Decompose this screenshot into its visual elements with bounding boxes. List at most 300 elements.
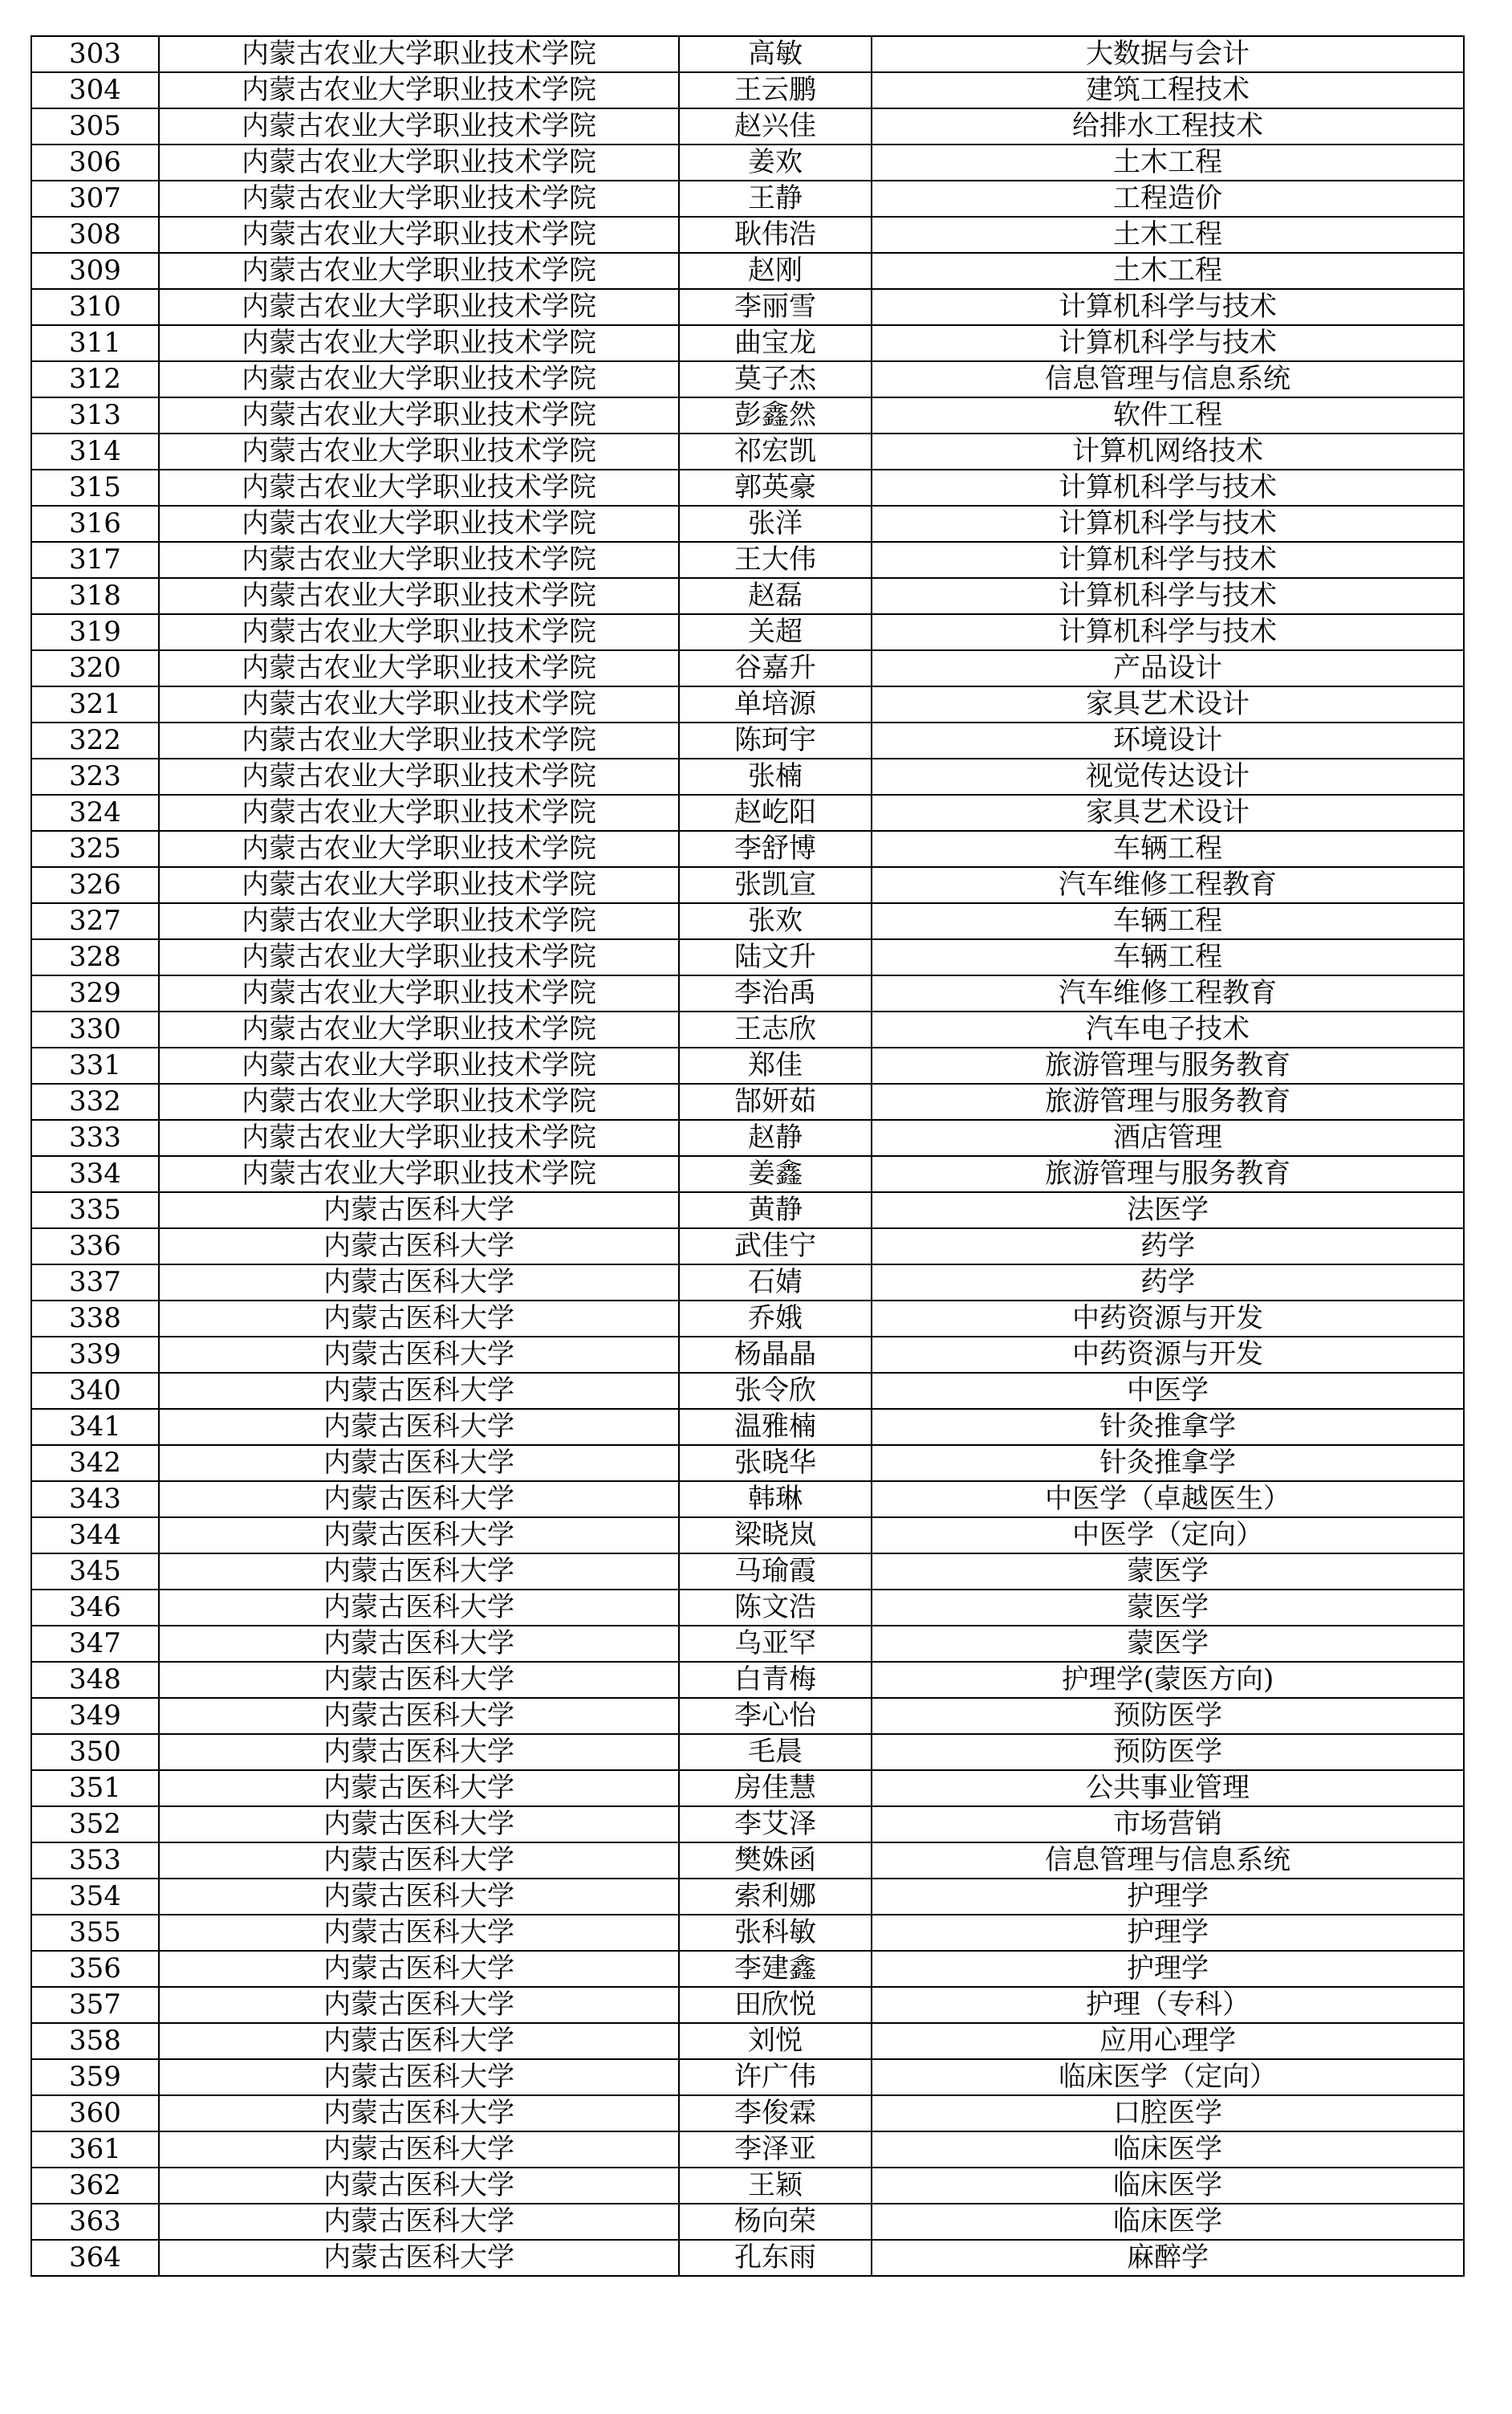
row-number-cell: 333 <box>31 1120 159 1156</box>
school-cell: 内蒙古农业大学职业技术学院 <box>159 903 679 939</box>
major-cell: 中药资源与开发 <box>872 1337 1464 1373</box>
table-row <box>31 578 1464 614</box>
major-cell: 法医学 <box>872 1192 1464 1228</box>
school-cell: 内蒙古农业大学职业技术学院 <box>159 72 679 108</box>
school-cell: 内蒙古农业大学职业技术学院 <box>159 289 679 325</box>
major-cell: 临床医学 <box>872 2131 1464 2168</box>
major-cell: 视觉传达设计 <box>872 759 1464 795</box>
major-cell: 药学 <box>872 1228 1464 1264</box>
school-cell: 内蒙古农业大学职业技术学院 <box>159 831 679 867</box>
table-row <box>31 1084 1464 1120</box>
major-cell: 给排水工程技术 <box>872 108 1464 145</box>
row-number-cell: 336 <box>31 1228 159 1264</box>
row-number-cell: 358 <box>31 2023 159 2059</box>
table-row <box>31 1012 1464 1048</box>
table-row <box>31 1915 1464 1951</box>
table-row <box>31 903 1464 939</box>
school-cell: 内蒙古农业大学职业技术学院 <box>159 253 679 289</box>
student-name-cell: 赵屹阳 <box>679 795 872 831</box>
row-number-cell: 322 <box>31 723 159 759</box>
row-number-cell: 364 <box>31 2240 159 2276</box>
student-name-cell: 王静 <box>679 181 872 217</box>
table-row <box>31 1120 1464 1156</box>
student-name-cell: 房佳慧 <box>679 1770 872 1806</box>
student-name-cell: 张欢 <box>679 903 872 939</box>
major-cell: 车辆工程 <box>872 831 1464 867</box>
school-cell: 内蒙古农业大学职业技术学院 <box>159 36 679 72</box>
school-cell: 内蒙古医科大学 <box>159 1662 679 1698</box>
table-row <box>31 650 1464 686</box>
school-cell: 内蒙古农业大学职业技术学院 <box>159 145 679 181</box>
major-cell: 药学 <box>872 1264 1464 1301</box>
student-name-cell: 赵磊 <box>679 578 872 614</box>
major-cell: 计算机科学与技术 <box>872 578 1464 614</box>
student-name-cell: 刘悦 <box>679 2023 872 2059</box>
table-row <box>31 325 1464 361</box>
school-cell: 内蒙古农业大学职业技术学院 <box>159 650 679 686</box>
table-row <box>31 361 1464 397</box>
table-row <box>31 2131 1464 2168</box>
student-name-cell: 马瑜霞 <box>679 1553 872 1590</box>
major-cell: 护理学(蒙医方向) <box>872 1662 1464 1698</box>
student-name-cell: 乔娥 <box>679 1301 872 1337</box>
student-name-cell: 李艾泽 <box>679 1806 872 1842</box>
student-name-cell: 李俊霖 <box>679 2095 872 2131</box>
row-number-cell: 332 <box>31 1084 159 1120</box>
major-cell: 蒙医学 <box>872 1590 1464 1626</box>
table-row <box>31 1879 1464 1915</box>
major-cell: 蒙医学 <box>872 1553 1464 1590</box>
row-number-cell: 360 <box>31 2095 159 2131</box>
school-cell: 内蒙古农业大学职业技术学院 <box>159 578 679 614</box>
row-number-cell: 314 <box>31 434 159 470</box>
student-name-cell: 姜鑫 <box>679 1156 872 1192</box>
school-cell: 内蒙古农业大学职业技术学院 <box>159 470 679 506</box>
student-name-cell: 单培源 <box>679 686 872 723</box>
table-row <box>31 1698 1464 1734</box>
table-row <box>31 1264 1464 1301</box>
student-name-cell: 赵静 <box>679 1120 872 1156</box>
major-cell: 临床医学（定向） <box>872 2059 1464 2095</box>
major-cell: 土木工程 <box>872 145 1464 181</box>
major-cell: 麻醉学 <box>872 2240 1464 2276</box>
major-cell: 护理学 <box>872 1879 1464 1915</box>
school-cell: 内蒙古农业大学职业技术学院 <box>159 1048 679 1084</box>
row-number-cell: 323 <box>31 759 159 795</box>
table-row <box>31 1987 1464 2023</box>
school-cell: 内蒙古医科大学 <box>159 2240 679 2276</box>
school-cell: 内蒙古农业大学职业技术学院 <box>159 867 679 903</box>
table-row <box>31 1951 1464 1987</box>
table-row <box>31 253 1464 289</box>
student-name-cell: 张楠 <box>679 759 872 795</box>
student-name-cell: 李丽雪 <box>679 289 872 325</box>
row-number-cell: 337 <box>31 1264 159 1301</box>
row-number-cell: 335 <box>31 1192 159 1228</box>
row-number-cell: 317 <box>31 542 159 578</box>
major-cell: 中医学（卓越医生） <box>872 1481 1464 1517</box>
school-cell: 内蒙古医科大学 <box>159 1770 679 1806</box>
row-number-cell: 357 <box>31 1987 159 2023</box>
school-cell: 内蒙古医科大学 <box>159 1951 679 1987</box>
student-name-cell: 张晓华 <box>679 1445 872 1481</box>
student-name-cell: 黄静 <box>679 1192 872 1228</box>
row-number-cell: 353 <box>31 1842 159 1879</box>
student-name-cell: 郭英豪 <box>679 470 872 506</box>
major-cell: 应用心理学 <box>872 2023 1464 2059</box>
school-cell: 内蒙古农业大学职业技术学院 <box>159 975 679 1012</box>
row-number-cell: 321 <box>31 686 159 723</box>
row-number-cell: 311 <box>31 325 159 361</box>
student-name-cell: 毛晨 <box>679 1734 872 1770</box>
row-number-cell: 315 <box>31 470 159 506</box>
row-number-cell: 341 <box>31 1409 159 1445</box>
student-name-cell: 武佳宁 <box>679 1228 872 1264</box>
school-cell: 内蒙古农业大学职业技术学院 <box>159 397 679 434</box>
table-row <box>31 1301 1464 1337</box>
student-list-table <box>30 35 1465 2277</box>
table-row <box>31 1770 1464 1806</box>
student-name-cell: 耿伟浩 <box>679 217 872 253</box>
school-cell: 内蒙古医科大学 <box>159 2204 679 2240</box>
school-cell: 内蒙古医科大学 <box>159 1301 679 1337</box>
major-cell: 预防医学 <box>872 1698 1464 1734</box>
row-number-cell: 351 <box>31 1770 159 1806</box>
student-name-cell: 韩琳 <box>679 1481 872 1517</box>
major-cell: 旅游管理与服务教育 <box>872 1084 1464 1120</box>
row-number-cell: 359 <box>31 2059 159 2095</box>
school-cell: 内蒙古农业大学职业技术学院 <box>159 759 679 795</box>
student-name-cell: 王志欣 <box>679 1012 872 1048</box>
major-cell: 信息管理与信息系统 <box>872 1842 1464 1879</box>
major-cell: 酒店管理 <box>872 1120 1464 1156</box>
major-cell: 软件工程 <box>872 397 1464 434</box>
row-number-cell: 304 <box>31 72 159 108</box>
row-number-cell: 331 <box>31 1048 159 1084</box>
table-row <box>31 145 1464 181</box>
table-row <box>31 1590 1464 1626</box>
major-cell: 车辆工程 <box>872 939 1464 975</box>
major-cell: 中医学（定向） <box>872 1517 1464 1553</box>
row-number-cell: 325 <box>31 831 159 867</box>
student-name-cell: 梁晓岚 <box>679 1517 872 1553</box>
school-cell: 内蒙古医科大学 <box>159 1626 679 1662</box>
school-cell: 内蒙古农业大学职业技术学院 <box>159 1084 679 1120</box>
row-number-cell: 305 <box>31 108 159 145</box>
table-row <box>31 1445 1464 1481</box>
row-number-cell: 326 <box>31 867 159 903</box>
table-row <box>31 2023 1464 2059</box>
major-cell: 土木工程 <box>872 253 1464 289</box>
student-name-cell: 杨向荣 <box>679 2204 872 2240</box>
student-name-cell: 赵刚 <box>679 253 872 289</box>
major-cell: 汽车电子技术 <box>872 1012 1464 1048</box>
school-cell: 内蒙古农业大学职业技术学院 <box>159 361 679 397</box>
major-cell: 计算机科学与技术 <box>872 289 1464 325</box>
table-row <box>31 289 1464 325</box>
school-cell: 内蒙古医科大学 <box>159 2023 679 2059</box>
major-cell: 家具艺术设计 <box>872 686 1464 723</box>
student-name-cell: 王颖 <box>679 2168 872 2204</box>
school-cell: 内蒙古医科大学 <box>159 1590 679 1626</box>
school-cell: 内蒙古农业大学职业技术学院 <box>159 939 679 975</box>
table-row <box>31 506 1464 542</box>
school-cell: 内蒙古医科大学 <box>159 2168 679 2204</box>
student-name-cell: 白青梅 <box>679 1662 872 1698</box>
table-row <box>31 72 1464 108</box>
table-row <box>31 2204 1464 2240</box>
major-cell: 计算机网络技术 <box>872 434 1464 470</box>
table-row <box>31 1481 1464 1517</box>
table-row <box>31 759 1464 795</box>
row-number-cell: 356 <box>31 1951 159 1987</box>
row-number-cell: 316 <box>31 506 159 542</box>
student-name-cell: 杨晶晶 <box>679 1337 872 1373</box>
row-number-cell: 362 <box>31 2168 159 2204</box>
school-cell: 内蒙古农业大学职业技术学院 <box>159 614 679 650</box>
table-row <box>31 1806 1464 1842</box>
school-cell: 内蒙古医科大学 <box>159 2131 679 2168</box>
student-name-cell: 李建鑫 <box>679 1951 872 1987</box>
school-cell: 内蒙古农业大学职业技术学院 <box>159 217 679 253</box>
student-name-cell: 郜妍茹 <box>679 1084 872 1120</box>
student-name-cell: 张令欣 <box>679 1373 872 1409</box>
row-number-cell: 334 <box>31 1156 159 1192</box>
table-row <box>31 2168 1464 2204</box>
major-cell: 环境设计 <box>872 723 1464 759</box>
major-cell: 旅游管理与服务教育 <box>872 1048 1464 1084</box>
student-name-cell: 索利娜 <box>679 1879 872 1915</box>
school-cell: 内蒙古医科大学 <box>159 1409 679 1445</box>
table-row <box>31 2059 1464 2095</box>
school-cell: 内蒙古医科大学 <box>159 1445 679 1481</box>
major-cell: 中医学 <box>872 1373 1464 1409</box>
row-number-cell: 324 <box>31 795 159 831</box>
row-number-cell: 348 <box>31 1662 159 1698</box>
student-name-cell: 石婧 <box>679 1264 872 1301</box>
student-name-cell: 李心怡 <box>679 1698 872 1734</box>
major-cell: 针灸推拿学 <box>872 1409 1464 1445</box>
major-cell: 市场营销 <box>872 1806 1464 1842</box>
student-name-cell: 乌亚罕 <box>679 1626 872 1662</box>
row-number-cell: 342 <box>31 1445 159 1481</box>
student-name-cell: 陆文升 <box>679 939 872 975</box>
school-cell: 内蒙古医科大学 <box>159 1915 679 1951</box>
major-cell: 计算机科学与技术 <box>872 325 1464 361</box>
student-name-cell: 曲宝龙 <box>679 325 872 361</box>
table-row <box>31 1228 1464 1264</box>
row-number-cell: 309 <box>31 253 159 289</box>
school-cell: 内蒙古医科大学 <box>159 1698 679 1734</box>
row-number-cell: 320 <box>31 650 159 686</box>
row-number-cell: 303 <box>31 36 159 72</box>
table-row <box>31 217 1464 253</box>
school-cell: 内蒙古农业大学职业技术学院 <box>159 1120 679 1156</box>
major-cell: 护理（专科） <box>872 1987 1464 2023</box>
school-cell: 内蒙古医科大学 <box>159 1517 679 1553</box>
table-row <box>31 1553 1464 1590</box>
table-row <box>31 1662 1464 1698</box>
school-cell: 内蒙古农业大学职业技术学院 <box>159 325 679 361</box>
student-name-cell: 谷嘉升 <box>679 650 872 686</box>
row-number-cell: 349 <box>31 1698 159 1734</box>
major-cell: 汽车维修工程教育 <box>872 867 1464 903</box>
school-cell: 内蒙古医科大学 <box>159 1842 679 1879</box>
row-number-cell: 313 <box>31 397 159 434</box>
table-row <box>31 723 1464 759</box>
school-cell: 内蒙古医科大学 <box>159 1337 679 1373</box>
student-name-cell: 张洋 <box>679 506 872 542</box>
school-cell: 内蒙古农业大学职业技术学院 <box>159 1012 679 1048</box>
school-cell: 内蒙古医科大学 <box>159 2059 679 2095</box>
student-name-cell: 孔东雨 <box>679 2240 872 2276</box>
row-number-cell: 330 <box>31 1012 159 1048</box>
row-number-cell: 344 <box>31 1517 159 1553</box>
major-cell: 针灸推拿学 <box>872 1445 1464 1481</box>
table-row <box>31 1192 1464 1228</box>
row-number-cell: 350 <box>31 1734 159 1770</box>
major-cell: 家具艺术设计 <box>872 795 1464 831</box>
major-cell: 大数据与会计 <box>872 36 1464 72</box>
student-name-cell: 姜欢 <box>679 145 872 181</box>
school-cell: 内蒙古医科大学 <box>159 2095 679 2131</box>
major-cell: 计算机科学与技术 <box>872 470 1464 506</box>
major-cell: 计算机科学与技术 <box>872 506 1464 542</box>
school-cell: 内蒙古医科大学 <box>159 1734 679 1770</box>
table-body <box>31 36 1464 2276</box>
school-cell: 内蒙古医科大学 <box>159 1481 679 1517</box>
table-row <box>31 397 1464 434</box>
student-name-cell: 王大伟 <box>679 542 872 578</box>
school-cell: 内蒙古农业大学职业技术学院 <box>159 542 679 578</box>
table-row <box>31 939 1464 975</box>
student-name-cell: 李泽亚 <box>679 2131 872 2168</box>
row-number-cell: 328 <box>31 939 159 975</box>
table-row <box>31 1409 1464 1445</box>
school-cell: 内蒙古农业大学职业技术学院 <box>159 1156 679 1192</box>
school-cell: 内蒙古农业大学职业技术学院 <box>159 506 679 542</box>
table-row <box>31 2095 1464 2131</box>
student-name-cell: 陈文浩 <box>679 1590 872 1626</box>
student-name-cell: 田欣悦 <box>679 1987 872 2023</box>
table-row <box>31 831 1464 867</box>
table-row <box>31 2240 1464 2276</box>
table-row <box>31 1048 1464 1084</box>
major-cell: 产品设计 <box>872 650 1464 686</box>
row-number-cell: 347 <box>31 1626 159 1662</box>
student-name-cell: 李舒博 <box>679 831 872 867</box>
major-cell: 临床医学 <box>872 2204 1464 2240</box>
school-cell: 内蒙古医科大学 <box>159 1879 679 1915</box>
table-row <box>31 470 1464 506</box>
major-cell: 信息管理与信息系统 <box>872 361 1464 397</box>
student-name-cell: 张凯宣 <box>679 867 872 903</box>
table-row <box>31 1517 1464 1553</box>
major-cell: 公共事业管理 <box>872 1770 1464 1806</box>
table-row <box>31 181 1464 217</box>
major-cell: 护理学 <box>872 1915 1464 1951</box>
row-number-cell: 310 <box>31 289 159 325</box>
table-row <box>31 36 1464 72</box>
row-number-cell: 338 <box>31 1301 159 1337</box>
row-number-cell: 327 <box>31 903 159 939</box>
table-row <box>31 1734 1464 1770</box>
row-number-cell: 346 <box>31 1590 159 1626</box>
student-name-cell: 高敏 <box>679 36 872 72</box>
major-cell: 临床医学 <box>872 2168 1464 2204</box>
school-cell: 内蒙古农业大学职业技术学院 <box>159 795 679 831</box>
school-cell: 内蒙古医科大学 <box>159 1264 679 1301</box>
student-name-cell: 莫子杰 <box>679 361 872 397</box>
row-number-cell: 352 <box>31 1806 159 1842</box>
row-number-cell: 355 <box>31 1915 159 1951</box>
row-number-cell: 361 <box>31 2131 159 2168</box>
school-cell: 内蒙古农业大学职业技术学院 <box>159 434 679 470</box>
major-cell: 土木工程 <box>872 217 1464 253</box>
student-name-cell: 赵兴佳 <box>679 108 872 145</box>
student-name-cell: 郑佳 <box>679 1048 872 1084</box>
row-number-cell: 343 <box>31 1481 159 1517</box>
school-cell: 内蒙古农业大学职业技术学院 <box>159 108 679 145</box>
student-name-cell: 王云鹏 <box>679 72 872 108</box>
table-row <box>31 1373 1464 1409</box>
row-number-cell: 312 <box>31 361 159 397</box>
row-number-cell: 318 <box>31 578 159 614</box>
table-row <box>31 614 1464 650</box>
row-number-cell: 329 <box>31 975 159 1012</box>
school-cell: 内蒙古医科大学 <box>159 1987 679 2023</box>
row-number-cell: 339 <box>31 1337 159 1373</box>
student-name-cell: 许广伟 <box>679 2059 872 2095</box>
student-name-cell: 祁宏凯 <box>679 434 872 470</box>
row-number-cell: 319 <box>31 614 159 650</box>
student-name-cell: 陈珂宇 <box>679 723 872 759</box>
major-cell: 建筑工程技术 <box>872 72 1464 108</box>
row-number-cell: 345 <box>31 1553 159 1590</box>
table-row <box>31 1842 1464 1879</box>
major-cell: 预防医学 <box>872 1734 1464 1770</box>
row-number-cell: 308 <box>31 217 159 253</box>
table-row <box>31 108 1464 145</box>
major-cell: 汽车维修工程教育 <box>872 975 1464 1012</box>
major-cell: 口腔医学 <box>872 2095 1464 2131</box>
table-row <box>31 1156 1464 1192</box>
table-row <box>31 542 1464 578</box>
row-number-cell: 340 <box>31 1373 159 1409</box>
school-cell: 内蒙古医科大学 <box>159 1192 679 1228</box>
row-number-cell: 307 <box>31 181 159 217</box>
school-cell: 内蒙古医科大学 <box>159 1806 679 1842</box>
major-cell: 护理学 <box>872 1951 1464 1987</box>
table-row <box>31 867 1464 903</box>
major-cell: 车辆工程 <box>872 903 1464 939</box>
major-cell: 计算机科学与技术 <box>872 614 1464 650</box>
table-row <box>31 1337 1464 1373</box>
table-row <box>31 1626 1464 1662</box>
student-name-cell: 温雅楠 <box>679 1409 872 1445</box>
student-name-cell: 李治禹 <box>679 975 872 1012</box>
table-row <box>31 975 1464 1012</box>
major-cell: 蒙医学 <box>872 1626 1464 1662</box>
major-cell: 工程造价 <box>872 181 1464 217</box>
row-number-cell: 363 <box>31 2204 159 2240</box>
school-cell: 内蒙古医科大学 <box>159 1553 679 1590</box>
row-number-cell: 306 <box>31 145 159 181</box>
major-cell: 计算机科学与技术 <box>872 542 1464 578</box>
student-name-cell: 关超 <box>679 614 872 650</box>
school-cell: 内蒙古医科大学 <box>159 1373 679 1409</box>
major-cell: 中药资源与开发 <box>872 1301 1464 1337</box>
